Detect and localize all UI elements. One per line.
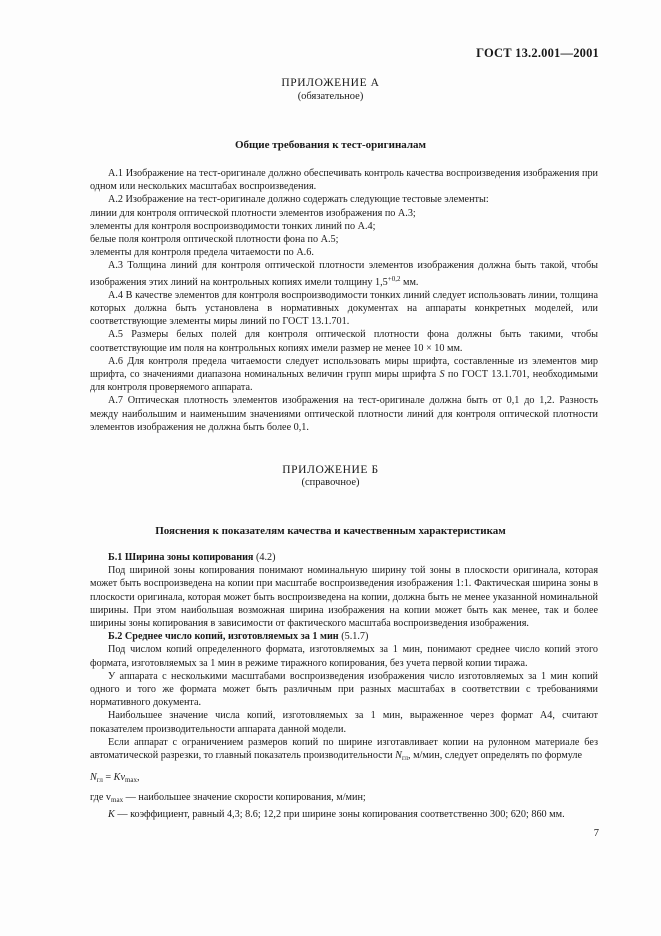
page-number: 7 (593, 828, 599, 839)
clause-a3 (90, 259, 598, 288)
clause-b2-title: Б.2 Среднее число копий, изготовляемых за 1 мин (108, 631, 339, 643)
clause-a6-text-end: по ГОСТ 13.1.701, необходимыми для контроля проверяемого аппарата. (90, 369, 599, 394)
formula-end: , (137, 772, 140, 784)
clause-a2-item: линии для контроля оптической плотности элементов изображения по А.3; (90, 207, 416, 219)
formula (90, 771, 598, 787)
where-text-end: — наибольшее значение скорости копирования, м/мин; (123, 792, 366, 804)
clause-b2-p1: Под числом копий определенного формата, изготовляемых за 1 мин, понимают среднее число копий этого формата, изготовляемых за 1 мин в режиме тиражного копирования, без учета первой копии тиража. (90, 644, 598, 669)
formula-lhs-sub: гл (96, 776, 103, 785)
clause-a4: А.4 В качестве элементов для контроля воспроизводимости тонких линий следует использовать линии, толщина которых должна быть установлена в нормативных документах на аппараты конкретных моделей, или соответствующие элементы миры линий по ГОСТ 13.1.701. (90, 289, 598, 328)
clause-b2-ref: (5.1.7) (338, 631, 369, 643)
clause-a1: А.1 Изображение на тест-оригинале должно обеспечивать контроль качества воспроизведения изображения при одном или нескольких масштабах воспроизведения. (90, 168, 598, 193)
appendix-a-body (90, 167, 598, 434)
var-n-sub: гл (401, 754, 408, 763)
formula-rhs-sub: max (124, 776, 138, 785)
appendix-b-body (90, 551, 598, 821)
clause-b2-p4-text-end: , м/мин, следует определять по формуле (407, 750, 583, 762)
var-k: K (108, 808, 115, 820)
var-n: N (395, 750, 402, 762)
clause-a2: А.2 Изображение на тест-оригинале должно содержать следующие тестовые элементы: (108, 194, 489, 206)
appendix-a-heading: Общие требования к тест-оригиналам (234, 139, 427, 151)
where-line (90, 791, 598, 807)
where-text: где v (90, 792, 112, 804)
clause-b2-p4 (90, 736, 598, 765)
clause-b1-ref: (4.2) (253, 552, 276, 563)
formula-eq: = (102, 772, 114, 784)
clause-a6 (90, 355, 598, 395)
appendix-b-subtitle: (справочное) (301, 477, 360, 488)
formula-lhs: N (90, 772, 97, 784)
where-sub: max (111, 796, 124, 805)
clause-b2-heading (90, 630, 598, 643)
document-code: ГОСТ 13.2.001—2001 (476, 46, 599, 60)
clause-b1-title: Б.1 Ширина зоны копирования (108, 552, 254, 563)
clause-a2-item: элементы для контроля предела читаемости по А.6. (90, 247, 314, 259)
appendix-b-heading: Пояснения к показателям качества и качественным характеристикам (155, 525, 506, 537)
clause-a2-item: белые поля контроля оптической плотности фона по А.5; (90, 234, 339, 246)
clause-b1-text: Под шириной зоны копирования понимают номинальную ширину той зоны в плоскости оригинала, которая может быть воспроизведена на копии при масштабе воспроизведения изображения 1:1. Фактическая ширина зоны в плоскости оригинала, которая может быть воспроизведена на копии, должна быть не менее указанной номинальной ширины. При этом наибольшая возможная ширина изображения на копии может быть как менее, так и более ширины зоны копирования в зависимости от фактического масштаба воспроизведения изображения. (90, 565, 598, 630)
k-line (90, 808, 598, 821)
clause-b1-heading (90, 551, 598, 564)
clause-b2-p4-text: Если аппарат с ограничением размеров копий по ширине изготавливает копии на рулонном материале без автоматической разрезки, то главный показатель производительности (90, 736, 598, 762)
clause-a3-text: А.3 Толщина линий для контроля оптической плотности элементов изображения должна быть такой, чтобы изображения этих линий на контрольных копиях имели толщину 1,5 (90, 260, 598, 288)
formula-rhs: Kv (113, 772, 125, 784)
clause-a6-text: А.6 Для контроля предела читаемости следует использовать миры шрифта, составленные из элементов мир шрифта, со значениями диапазона номинальных величин групп миры шрифта (90, 355, 598, 381)
clause-a7: А.7 Оптическая плотность элементов изображения на тест-оригинале должна быть от 0,1 до 1,2. Разность между наибольшим и наименьшим значениями оптической плотности линий для контроля оптической плотности элементов изображения не должна быть более 0,1. (90, 395, 598, 433)
k-text: — коэффициент, равный 4,3; 8.6; 12,2 при ширине зоны копирования соответственно 300; 620; 860 мм. (114, 808, 565, 820)
clause-b2-p3: Наибольшее значение числа копий, изготовляемых за 1 мин, выраженное через формат А4, считают показателем производительности аппарата данной модели. (90, 710, 598, 735)
clause-a3-unit: мм. (400, 276, 419, 288)
clause-a5: А.5 Размеры белых полей для контроля оптической плотности фона должны быть такими, чтобы соответствующие им поля на контрольных копиях имели размер не менее 10 × 10 мм. (90, 329, 598, 354)
appendix-a-subtitle: (обязательное) (297, 91, 364, 102)
clause-a2-item: элементы для контроля воспроизводимости тонких линий по А.4; (90, 220, 376, 232)
clause-a3-tolerance: +0,2 (387, 274, 401, 283)
clause-b2-p2: У аппарата с несколькими масштабами воспроизведения изображения число изготовляемых за 1 мин копий одного и того же формата может быть различным при разных масштабах в соответствии с требованиями нормативного документа. (90, 670, 598, 709)
appendix-b-title: ПРИЛОЖЕНИЕ Б (282, 464, 379, 476)
appendix-a-title: ПРИЛОЖЕНИЕ А (281, 77, 380, 89)
clause-a6-var: S (439, 369, 445, 381)
